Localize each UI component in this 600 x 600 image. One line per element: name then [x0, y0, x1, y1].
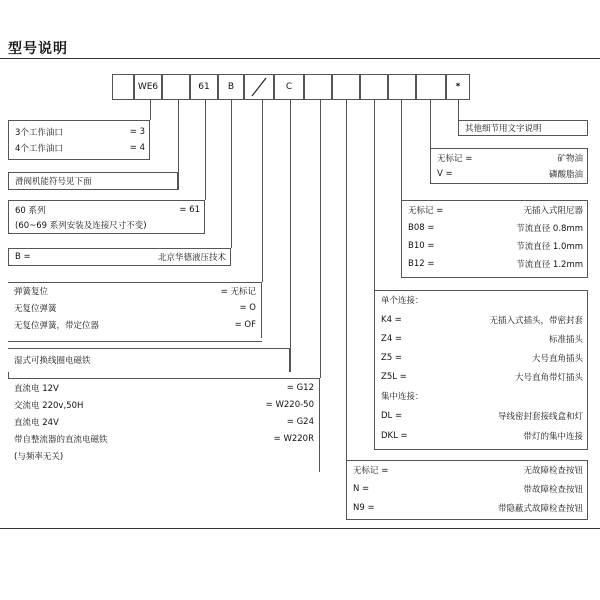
- connection-label: 大号直角插头: [531, 354, 583, 364]
- seal-code: 无标记 =: [437, 154, 473, 164]
- code-cell: [416, 74, 446, 100]
- voltage-code: = G12: [286, 383, 314, 393]
- code-cell: [304, 74, 332, 100]
- ports-code: = 4: [129, 143, 145, 153]
- code-cell: C: [274, 74, 304, 100]
- voltage-label: 交流电 220v,50H: [14, 401, 84, 411]
- connection-label: 带灯的集中连接: [523, 432, 583, 442]
- code-cell: [162, 74, 190, 100]
- voltage-label: 直流电 12V: [14, 384, 59, 394]
- code-cell: *: [446, 74, 470, 100]
- slash-separator: [246, 74, 272, 100]
- ports-label: 3个工作油口: [15, 128, 63, 138]
- code-cell: 61: [190, 74, 218, 100]
- orifice-code: B10 =: [408, 241, 435, 251]
- code-cell: [388, 74, 416, 100]
- fault-code: 无标记 =: [353, 466, 389, 476]
- solenoid-label: 湿式可换线圈电磁铁: [14, 356, 91, 366]
- title-rule: [0, 58, 600, 59]
- orifice-code: B12 =: [408, 259, 435, 269]
- reset-code: = OF: [234, 320, 256, 330]
- reset-label: 无复位弹簧: [14, 304, 57, 314]
- fault-code: N9 =: [353, 503, 375, 513]
- fault-label: 带隐蔽式故障检查按钮: [497, 504, 583, 514]
- reset-top-rule: [8, 282, 262, 283]
- fault-code: N =: [353, 484, 370, 494]
- ports-group: [8, 120, 150, 160]
- spool-symbol-label: 滑阀机能符号见下面: [15, 177, 92, 187]
- reset-bottom-rule: [8, 341, 262, 342]
- connection-code: Z4 =: [381, 334, 403, 344]
- spool-symbol-group: [8, 172, 178, 190]
- orifice-label: 节流直径 0.8mm: [516, 224, 583, 234]
- series-code: = 61: [179, 205, 200, 215]
- voltage-note: (与频率无关): [14, 452, 64, 462]
- connection-label: 大号直角带灯插头: [514, 373, 583, 383]
- code-cell: B: [218, 74, 244, 100]
- voltage-code: = W220-50: [265, 400, 314, 410]
- orifice-group: [401, 200, 588, 278]
- orifice-label: 节流直径 1.2mm: [516, 260, 583, 270]
- code-cell: [360, 74, 388, 100]
- connection-code: DKL =: [381, 431, 408, 441]
- other-details-label: 其他细节用文字说明: [465, 124, 542, 134]
- orifice-label: 节流直径 1.0mm: [516, 242, 583, 252]
- connection-code: DL =: [381, 411, 403, 421]
- fault-check-group: [346, 460, 588, 520]
- reset-label: 无复位弹簧，带定位器: [14, 321, 100, 331]
- solenoid-group: [8, 348, 290, 372]
- ports-code: = 3: [129, 127, 145, 137]
- orifice-label: 无插入式阻尼器: [523, 206, 583, 216]
- voltage-label: 直流电 24V: [14, 418, 59, 428]
- voltage-code: = G24: [286, 417, 314, 427]
- orifice-code: 无标记 =: [408, 206, 444, 216]
- connection-heading: 集中连接：: [381, 392, 424, 402]
- voltage-group: [8, 378, 320, 472]
- series-note: (60~69 系列安装及连接尺寸不变): [15, 221, 147, 231]
- connection-label: 导线密封套接线盒和灯: [497, 412, 583, 422]
- reset-code: = 无标记: [220, 287, 256, 297]
- seal-label: 矿物油: [557, 154, 583, 164]
- tech-label: 北京华德液压技术: [157, 253, 226, 263]
- series-label: 60 系列: [15, 206, 46, 216]
- technology-group: [8, 248, 231, 266]
- connection-label: 无插入式插头，带密封套: [489, 316, 583, 326]
- tech-code: B =: [15, 252, 31, 262]
- connection-code: Z5L =: [381, 372, 407, 382]
- orifice-code: B08 =: [408, 223, 435, 233]
- connection-heading: 单个连接：: [381, 296, 424, 306]
- electrical-connection-group: [374, 290, 588, 450]
- connection-label: 标准插头: [548, 335, 583, 345]
- reset-group: [8, 282, 262, 338]
- code-cell: [112, 74, 134, 100]
- bottom-rule: [0, 528, 600, 529]
- fault-label: 无故障检查按钮: [523, 466, 583, 476]
- seal-group: [430, 148, 588, 184]
- reset-label: 弹簧复位: [14, 287, 49, 297]
- other-details-group: [458, 120, 588, 136]
- code-cell: WE6: [134, 74, 162, 100]
- voltage-label: 带自整流器的直流电磁铁: [14, 435, 108, 445]
- reset-code: = O: [239, 303, 256, 313]
- seal-label: 磷酸脂油: [548, 170, 583, 180]
- connection-code: Z5 =: [381, 353, 403, 363]
- code-cell: [332, 74, 360, 100]
- series-group: [8, 200, 205, 234]
- fault-label: 带故障检查按钮: [523, 485, 583, 495]
- connection-code: K4 =: [381, 315, 402, 325]
- page-title: 型号说明: [8, 41, 68, 57]
- seal-code: V =: [437, 169, 453, 179]
- voltage-code: = W220R: [273, 434, 314, 444]
- ports-label: 4个工作油口: [15, 144, 63, 154]
